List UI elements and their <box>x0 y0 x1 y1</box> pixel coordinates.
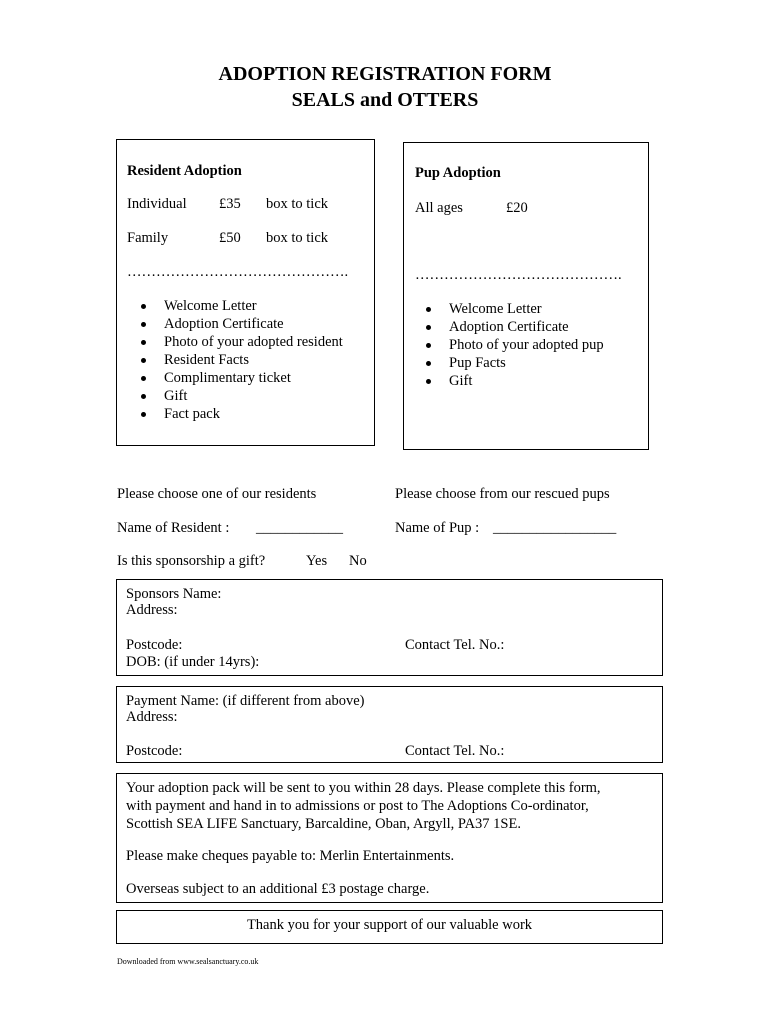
pup-adoption-box <box>403 142 649 450</box>
gift-yes-option[interactable]: Yes <box>306 553 328 569</box>
payment-name-label: Payment Name: (if different from above) <box>126 693 365 709</box>
pup-option-price: £20 <box>506 200 528 216</box>
list-item: Welcome Letter <box>131 297 343 315</box>
payment-address-label: Address: <box>126 709 178 725</box>
sponsor-dob-label: DOB: (if under 14yrs): <box>126 654 260 670</box>
list-item: Adoption Certificate <box>416 318 604 336</box>
resident-option-individual-tickbox[interactable]: box to tick <box>266 196 329 212</box>
resident-option-individual-price: £35 <box>219 196 241 212</box>
form-title: ADOPTION REGISTRATION FORM <box>218 63 552 85</box>
pup-adoption-heading: Pup Adoption <box>415 165 501 181</box>
resident-benefits-list <box>131 297 343 423</box>
resident-choice-prompt: Please choose one of our residents <box>117 486 317 502</box>
list-item: Photo of your adopted pup <box>416 336 604 354</box>
sponsor-postcode-label: Postcode: <box>126 637 183 653</box>
overseas-note: Overseas subject to an additional £3 postage charge. <box>126 881 430 897</box>
gift-no-option[interactable]: No <box>349 553 367 569</box>
cheques-note: Please make cheques payable to: Merlin Entertainments. <box>126 848 455 864</box>
thanks-box <box>116 910 663 944</box>
resident-name-field[interactable]: ____________ <box>256 520 343 536</box>
payment-postcode-label: Postcode: <box>126 743 183 759</box>
pup-benefits-list <box>416 300 604 390</box>
pup-dotted-line: ……………………………………. <box>415 267 622 283</box>
pup-choice-prompt: Please choose from our rescued pups <box>395 486 610 502</box>
list-item: Pup Facts <box>416 354 604 372</box>
list-item: Adoption Certificate <box>131 315 343 333</box>
thanks-message: Thank you for your support of our valuable work <box>246 917 533 933</box>
sponsor-address-label: Address: <box>126 602 178 618</box>
resident-option-family-tickbox[interactable]: box to tick <box>266 230 329 246</box>
gift-question: Is this sponsorship a gift? <box>117 553 266 569</box>
resident-name-label: Name of Resident : <box>117 520 230 536</box>
list-item: Fact pack <box>131 405 343 423</box>
resident-option-individual-label: Individual <box>127 196 187 212</box>
resident-option-family-label: Family <box>127 230 169 246</box>
list-item: Resident Facts <box>131 351 343 369</box>
list-item: Welcome Letter <box>416 300 604 318</box>
pup-option-label: All ages <box>415 200 463 216</box>
list-item: Gift <box>416 372 604 390</box>
list-item: Gift <box>131 387 343 405</box>
sponsor-details-box <box>116 579 663 676</box>
download-source-footer: Downloaded from www.sealsanctuary.co.uk <box>117 957 259 966</box>
list-item: Complimentary ticket <box>131 369 343 387</box>
resident-option-family-price: £50 <box>219 230 241 246</box>
sponsor-name-label: Sponsors Name: <box>126 586 222 602</box>
payment-tel-label: Contact Tel. No.: <box>405 743 505 759</box>
form-subtitle: SEALS and OTTERS <box>291 89 479 111</box>
information-box <box>116 773 663 903</box>
info-line-3: Scottish SEA LIFE Sanctuary, Barcaldine, Oban, Argyll, PA37 1SE. <box>126 816 521 832</box>
info-line-2: with payment and hand in to admissions or post to The Adoptions Co-ordinator, <box>126 798 589 814</box>
resident-dotted-line: ………………………………………. <box>127 264 349 280</box>
list-item: Photo of your adopted resident <box>131 333 343 351</box>
resident-adoption-heading: Resident Adoption <box>127 163 242 179</box>
pup-name-label: Name of Pup : <box>395 520 480 536</box>
payment-details-box <box>116 686 663 763</box>
sponsor-tel-label: Contact Tel. No.: <box>405 637 505 653</box>
info-line-1: Your adoption pack will be sent to you within 28 days. Please complete this form, <box>126 780 601 796</box>
pup-name-field[interactable]: _________________ <box>493 520 617 536</box>
resident-adoption-box <box>116 139 375 446</box>
